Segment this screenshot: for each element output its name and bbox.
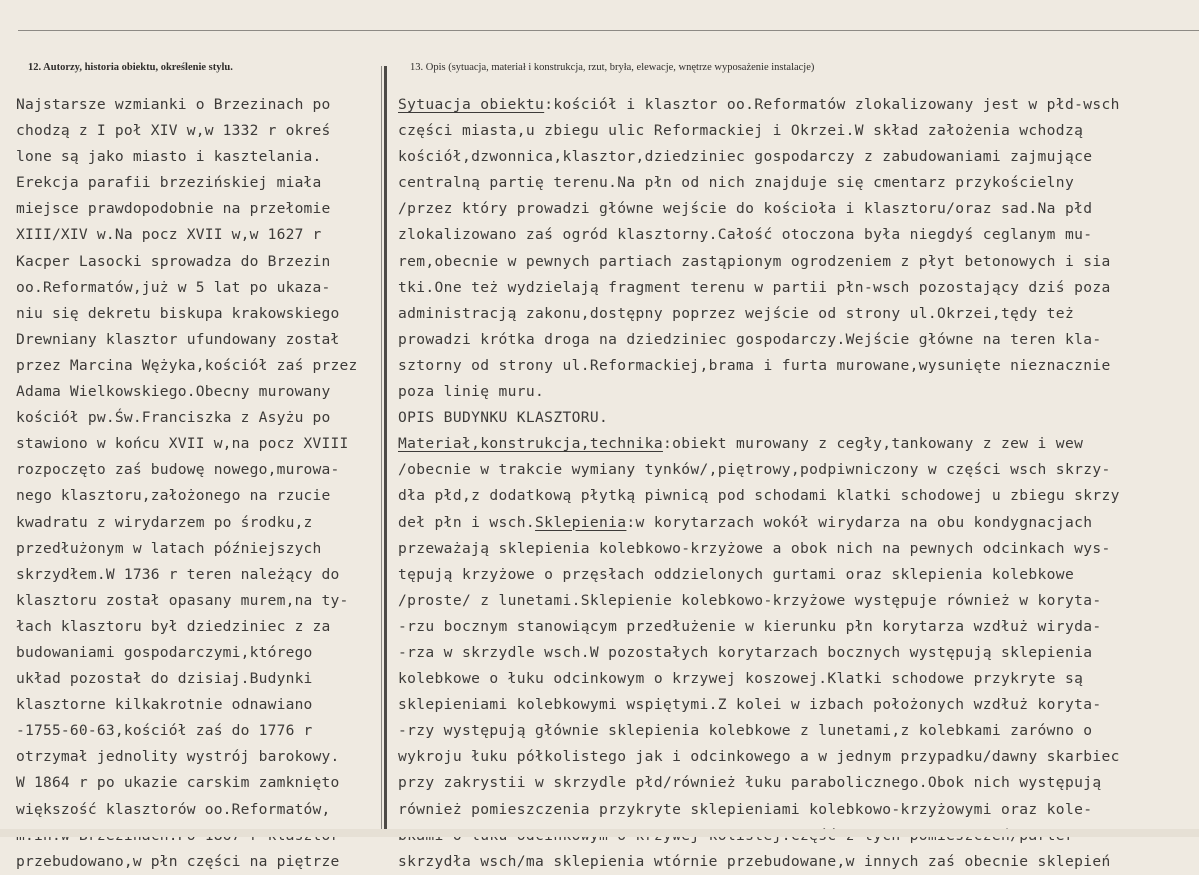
description-text-line <box>398 249 1199 275</box>
line-text: przy zakrystii w skrzydle płd/również łuku parabolicznego.Obok nich występują <box>398 774 1102 792</box>
line-text: :w korytarzach wokół wirydarza na obu kondygnacjach <box>626 513 1093 531</box>
history-text-line: rozpoczęto zaś budowę nowego,murowa- <box>16 461 340 479</box>
history-text-column <box>16 92 394 875</box>
description-text-line <box>398 510 1199 536</box>
line-text: administracją zakonu,dostępny poprzez wejście od strony ul.Okrzei,tędy też <box>398 304 1075 322</box>
line-text: :kościół i klasztor oo.Reformatów zlokalizowany jest w płd-wsch <box>544 96 1120 113</box>
line-text: sklepieniami kolebkowymi wspiętymi.Z kolei w izbach położonych wzdłuż koryta- <box>398 696 1102 714</box>
history-text-line: przebudowano,w płn części na piętrze <box>16 852 340 870</box>
line-text: prowadzi krótka droga na dziedziniec gospodarczy.Wejście główne na teren kla- <box>398 330 1102 348</box>
section-12-heading: 12. Autorzy, historia obiektu, określenie stylu. <box>28 62 233 73</box>
history-text-line: Najstarsze wzmianki o Brzezinach po <box>16 96 331 113</box>
description-text-line <box>398 92 1199 118</box>
line-text: dła płd,z dodatkową płytką piwnicą pod schodami klatki schodowej u zbiegu skrzy <box>398 487 1120 505</box>
line-text: rem,obecnie w pewnych partiach zastąpionym ogrodzeniem z płyt betonowych i sia <box>398 252 1111 270</box>
description-text-line <box>398 405 1199 431</box>
description-text-line <box>398 327 1199 353</box>
description-text-line <box>398 744 1199 770</box>
line-text: -rza w skrzydle wsch.W pozostałych korytarzach bocznych występują sklepienia <box>398 643 1093 661</box>
section-13-heading: 13. Opis (sytuacja, materiał i konstrukcja, rzut, bryła, elewacje, wnętrze wyposażenie instalacje) <box>410 62 815 73</box>
description-text-line <box>398 666 1199 692</box>
history-text-line: W 1864 r po ukazie carskim zamknięto <box>16 774 340 792</box>
description-text-line <box>398 144 1199 170</box>
line-text: -rzu bocznym stanowiącym przedłużenie w kierunku płn korytarza wzdłuż wiryda- <box>398 617 1102 635</box>
line-text: tępują krzyżowe o przęsłach oddzielonych gurtami oraz sklepienia kolebkowe <box>398 565 1075 583</box>
underlined-subheading: Sytuacja obiektu <box>398 96 545 113</box>
history-text-line: Erekcja parafii brzezińskiej miała <box>16 174 322 192</box>
description-text-line <box>398 170 1199 196</box>
line-text: deł płn i wsch. <box>398 513 536 531</box>
description-text-line <box>398 692 1199 718</box>
description-text-line <box>398 379 1199 405</box>
description-text-line <box>398 588 1199 614</box>
history-text-line: stawiono w końcu XVII w,na pocz XVIII <box>16 435 349 453</box>
description-text-line <box>398 770 1199 796</box>
line-text: zlokalizowano zaś ogród klasztorny.Całość otoczona była niegdyś ceglanym mu- <box>398 226 1093 244</box>
line-text: /obecnie w trakcie wymiany tynków/,piętrowy,podpiwniczony w części wsch skrzy- <box>398 461 1111 479</box>
underlined-subheading: Materiał,konstrukcja,technika <box>398 435 663 453</box>
history-text-line: XIII/XIV w.Na pocz XVII w,w 1627 r <box>16 226 322 244</box>
history-text-line: otrzymał jednolity wystrój barokowy. <box>16 748 340 766</box>
line-text: sztorny od strony ul.Reformackiej,brama i furta murowane,wysunięte nieznacznie <box>398 356 1111 374</box>
line-text: skrzydła wsch/ma sklepienia wtórnie przebudowane,w innych zaś obecnie sklepień <box>398 852 1111 870</box>
line-text: wykroju łuku półkolistego jak i odcinkowego a w jednym przypadku/dawny skarbiec <box>398 748 1120 766</box>
description-text-line <box>398 640 1199 666</box>
line-text: /przez który prowadzi główne wejście do kościoła i klasztoru/oraz sad.Na płd <box>398 200 1093 218</box>
history-text-line: łach klasztoru był dziedziniec z za <box>16 617 331 635</box>
history-text-line: klasztorne kilkakrotnie odnawiano <box>16 696 313 714</box>
description-text-line <box>398 457 1199 483</box>
description-text-column <box>398 92 1199 875</box>
description-text-line <box>398 797 1199 823</box>
description-text-line <box>398 118 1199 144</box>
description-text-line <box>398 718 1199 744</box>
line-text: /proste/ z lunetami.Sklepienie kolebkowo-krzyżowe występuje również w koryta- <box>398 591 1102 609</box>
line-text: kolebkowe o łuku odcinkowym o krzywej koszowej.Klatki schodowe przykryte są <box>398 670 1084 688</box>
history-text-line: niu się dekretu biskupa krakowskiego <box>16 304 340 322</box>
history-text-line: Adama Wielkowskiego.Obecny murowany <box>16 383 331 401</box>
description-text-line <box>398 483 1199 509</box>
line-text: OPIS BUDYNKU KLASZTORU. <box>398 409 609 427</box>
page-bottom-edge <box>0 829 1199 837</box>
history-text-line: kościół pw.Św.Franciszka z Asyżu po <box>16 409 331 427</box>
history-text-line: przez Marcina Wężyka,kościół zaś przez <box>16 356 358 374</box>
history-text-line: -1755-60-63,kościół zaś do 1776 r <box>16 722 313 740</box>
description-text-line <box>398 301 1199 327</box>
description-text-line <box>398 275 1199 301</box>
line-text: poza linię muru. <box>398 383 545 401</box>
history-text-line: chodzą z I poł XIV w,w 1332 r okreś <box>16 122 331 140</box>
history-text-line: budowaniami gospodarczymi,którego <box>16 643 313 661</box>
history-text-line: większość klasztorów oo.Reformatów, <box>16 800 331 818</box>
history-text-line: nego klasztoru,założonego na rzucie <box>16 487 331 505</box>
history-text-line: Drewniany klasztor ufundowany został <box>16 330 340 348</box>
line-text: centralną partię terenu.Na płn od nich znajduje się cmentarz przykościelny <box>398 174 1075 192</box>
history-text-line: lone są jako miasto i kasztelania. <box>16 148 322 166</box>
description-text-line <box>398 849 1199 875</box>
description-text-line <box>398 353 1199 379</box>
history-text-line: przedłużonym w latach późniejszych <box>16 539 322 557</box>
description-text-line <box>398 614 1199 640</box>
history-text-line: Kacper Lasocki sprowadza do Brzezin <box>16 252 331 270</box>
history-text-line: skrzydłem.W 1736 r teren należący do <box>16 565 340 583</box>
line-text: również pomieszczenia przykryte sklepieniami kolebkowo-krzyżowymi oraz kole- <box>398 800 1093 818</box>
line-text: tki.One też wydzielają fragment terenu w partii płn-wsch pozostający dziś poza <box>398 278 1111 296</box>
description-text-line <box>398 222 1199 248</box>
line-text: przeważają sklepienia kolebkowo-krzyżowe a obok nich na pewnych odcinkach wys- <box>398 539 1111 557</box>
top-divider <box>18 30 1199 31</box>
line-text: -rzy występują głównie sklepienia kolebkowe z lunetami,z kolebkami zarówno o <box>398 722 1093 740</box>
history-text-line: klasztoru został opasany murem,na ty- <box>16 591 349 609</box>
underlined-subheading: Sklepienia <box>535 513 627 531</box>
history-text-line: miejsce prawdopodobnie na przełomie <box>16 200 331 218</box>
description-text-line <box>398 536 1199 562</box>
description-text-line <box>398 431 1199 457</box>
line-text: :obiekt murowany z cegły,tankowany z zew i wew <box>662 435 1084 453</box>
description-text-line <box>398 196 1199 222</box>
history-text-line: układ pozostał do dzisiaj.Budynki <box>16 670 313 688</box>
line-text: części miasta,u zbiegu ulic Reformackiej i Okrzei.W skład założenia wchodzą <box>398 122 1084 140</box>
history-text-line: kwadratu z wirydarzem po środku,z <box>16 513 313 531</box>
line-text: kościół,dzwonnica,klasztor,dziedziniec gospodarczy z zabudowaniami zajmujące <box>398 148 1093 166</box>
description-text-line <box>398 562 1199 588</box>
history-text-line: oo.Reformatów,już w 5 lat po ukaza- <box>16 278 331 296</box>
